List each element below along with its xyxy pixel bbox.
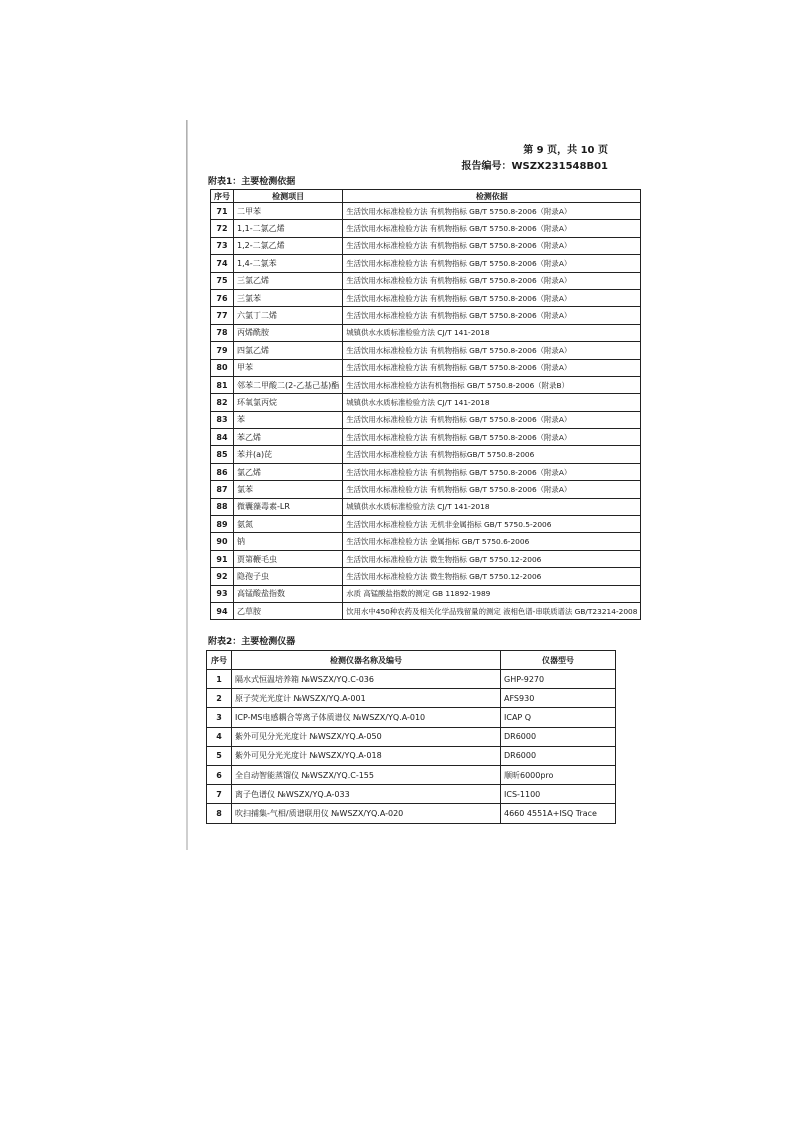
- table2-row-cell: 隔水式恒温培养箱 №WSZX/YQ.C-036: [232, 670, 501, 689]
- table1-row-cell: 1,2-二氯乙烯: [234, 237, 343, 254]
- table1-row-cell: 乙草胺: [234, 602, 343, 619]
- table1-title: 附表1：主要检测依据: [208, 177, 296, 187]
- table1-row-cell: 85: [211, 446, 234, 463]
- table1-row: [211, 220, 641, 237]
- table1-row-cell: 丙烯酰胺: [234, 324, 343, 341]
- table1-row-cell: 93: [211, 585, 234, 602]
- table2-row-cell: 紫外可见分光光度计 №WSZX/YQ.A-050: [232, 727, 501, 746]
- table1-row-cell: 生活饮用水标准检验方法 金属指标 GB/T 5750.6-2006: [343, 533, 641, 550]
- table1-row-cell: 91: [211, 550, 234, 567]
- table1-row: [211, 272, 641, 289]
- table2-row: [207, 670, 616, 689]
- table2-row-cell: AFS930: [501, 689, 616, 708]
- table1-row-cell: 生活饮用水标准检验方法 有机物指标 GB/T 5750.8-2006（附录A）: [343, 220, 641, 237]
- table1-row-cell: 环氧氯丙烷: [234, 394, 343, 411]
- table1-header-no: 序号: [211, 190, 234, 203]
- table1-row: [211, 446, 641, 463]
- table1-row-cell: 城镇供水水质标准检验方法 CJ/T 141-2018: [343, 324, 641, 341]
- table2-row-cell: 全自动智能蒸馏仪 №WSZX/YQ.C-155: [232, 765, 501, 784]
- table1-row-cell: 水质 高锰酸盐指数的测定 GB 11892-1989: [343, 585, 641, 602]
- table1-row-cell: 生活饮用水标准检验方法 无机非金属指标 GB/T 5750.5-2006: [343, 516, 641, 533]
- table2-header-row: [207, 651, 616, 670]
- table1-row: [211, 411, 641, 428]
- table2-row-cell: GHP-9270: [501, 670, 616, 689]
- table1-row-cell: 92: [211, 568, 234, 585]
- table1-row-cell: 隐孢子虫: [234, 568, 343, 585]
- table1-row-cell: 88: [211, 498, 234, 515]
- table1-row-cell: 生活饮用水标准检验方法 微生物指标 GB/T 5750.12-2006: [343, 568, 641, 585]
- table1-row-cell: 城镇供水水质标准检验方法 CJ/T 141-2018: [343, 394, 641, 411]
- table2-row-cell: DR6000: [501, 727, 616, 746]
- scan-edge-line-dark: [186, 120, 187, 550]
- table2-row-cell: ICP-MS电感耦合等离子体质谱仪 №WSZX/YQ.A-010: [232, 708, 501, 727]
- table1-row-cell: 84: [211, 429, 234, 446]
- table1-row-cell: 氯苯: [234, 481, 343, 498]
- table1-row-cell: 83: [211, 411, 234, 428]
- table1-row-cell: 73: [211, 237, 234, 254]
- table1-row-cell: 生活饮用水标准检验方法 有机物指标 GB/T 5750.8-2006（附录A）: [343, 307, 641, 324]
- table1-row-cell: 生活饮用水标准检验方法 有机物指标 GB/T 5750.8-2006（附录A）: [343, 411, 641, 428]
- table1-row-cell: 氨氮: [234, 516, 343, 533]
- table1-row-cell: 城镇供水水质标准检验方法 CJ/T 141-2018: [343, 498, 641, 515]
- table1-row-cell: 甲苯: [234, 359, 343, 376]
- table1-row-cell: 生活饮用水标准检验方法 有机物指标 GB/T 5750.8-2006（附录A）: [343, 237, 641, 254]
- table2-row-cell: ICS-1100: [501, 785, 616, 804]
- table1-row-cell: 86: [211, 463, 234, 480]
- table2-row-cell: 紫外可见分光光度计 №WSZX/YQ.A-018: [232, 746, 501, 765]
- table2-row-cell: 原子荧光光度计 №WSZX/YQ.A-001: [232, 689, 501, 708]
- table1-row-cell: 三氯苯: [234, 289, 343, 306]
- table2-row-cell: 2: [207, 689, 232, 708]
- table1-row: [211, 255, 641, 272]
- table2-row: [207, 785, 616, 804]
- table1-row-cell: 94: [211, 602, 234, 619]
- table1-row: [211, 376, 641, 393]
- table2-row: [207, 765, 616, 784]
- table1-row-cell: 生活饮用水标准检验方法 有机物指标 GB/T 5750.8-2006（附录A）: [343, 342, 641, 359]
- table1-row-cell: 77: [211, 307, 234, 324]
- table1-row: [211, 324, 641, 341]
- table2-header-instrument: 检测仪器名称及编号: [232, 651, 501, 670]
- table1-row: [211, 568, 641, 585]
- table1-row-cell: 90: [211, 533, 234, 550]
- table2-row-cell: 4: [207, 727, 232, 746]
- table2-row-cell: ICAP Q: [501, 708, 616, 727]
- table1-row-cell: 四氯乙烯: [234, 342, 343, 359]
- table1-row: [211, 498, 641, 515]
- table1-row: [211, 342, 641, 359]
- table1-row-cell: 饮用水中450种农药及相关化学品残留量的测定 液相色谱-串联质谱法 GB/T23214-2008: [343, 602, 641, 619]
- table2-header-model: 仪器型号: [501, 651, 616, 670]
- table1-row: [211, 289, 641, 306]
- table1-row-cell: 二甲苯: [234, 203, 343, 220]
- table1-row: [211, 429, 641, 446]
- table1-row-cell: 74: [211, 255, 234, 272]
- table1-row-cell: 76: [211, 289, 234, 306]
- table1-row: [211, 533, 641, 550]
- table1-row-cell: 高锰酸盐指数: [234, 585, 343, 602]
- table1-row-cell: 苯并(a)芘: [234, 446, 343, 463]
- table1-row-cell: 71: [211, 203, 234, 220]
- table1-row: [211, 203, 641, 220]
- table1-row-cell: 生活饮用水标准检验方法 有机物指标 GB/T 5750.8-2006（附录A）: [343, 359, 641, 376]
- table2-row: [207, 727, 616, 746]
- table2-row-cell: 8: [207, 804, 232, 823]
- table1-header-row: [211, 190, 641, 203]
- table1-row-cell: 89: [211, 516, 234, 533]
- table2-row-cell: 1: [207, 670, 232, 689]
- table1-row-cell: 钠: [234, 533, 343, 550]
- detection-basis-table: [210, 189, 641, 620]
- table1-row-cell: 81: [211, 376, 234, 393]
- table1-row: [211, 463, 641, 480]
- table2-row-cell: 7: [207, 785, 232, 804]
- table1-row-cell: 72: [211, 220, 234, 237]
- table1-header-basis: 检测依据: [343, 190, 641, 203]
- table1-row-cell: 78: [211, 324, 234, 341]
- table1-row-cell: 82: [211, 394, 234, 411]
- table1-row-cell: 生活饮用水标准检验方法 有机物指标GB/T 5750.8-2006: [343, 446, 641, 463]
- table1-row-cell: 苯: [234, 411, 343, 428]
- table1-row: [211, 516, 641, 533]
- seal-stamp-mark: [644, 412, 662, 502]
- table1-row: [211, 550, 641, 567]
- table2-row: [207, 689, 616, 708]
- table1-row-cell: 生活饮用水标准检验方法 有机物指标 GB/T 5750.8-2006（附录A）: [343, 481, 641, 498]
- table1-row: [211, 394, 641, 411]
- table2-row-cell: 离子色谱仪 №WSZX/YQ.A-033: [232, 785, 501, 804]
- instruments-table: [206, 650, 616, 824]
- table1-row-cell: 氯乙烯: [234, 463, 343, 480]
- table1-row: [211, 602, 641, 619]
- table1-row-cell: 生活饮用水标准检验方法有机物指标 GB/T 5750.8-2006（附录B）: [343, 376, 641, 393]
- table1-row: [211, 359, 641, 376]
- table2-row-cell: 顺昕6000pro: [501, 765, 616, 784]
- table1-row-cell: 生活饮用水标准检验方法 有机物指标 GB/T 5750.8-2006（附录A）: [343, 255, 641, 272]
- table1-row-cell: 生活饮用水标准检验方法 有机物指标 GB/T 5750.8-2006（附录A）: [343, 463, 641, 480]
- table2-row-cell: 3: [207, 708, 232, 727]
- table2-row-cell: 吹扫捕集-气相/质谱联用仪 №WSZX/YQ.A-020: [232, 804, 501, 823]
- table2-header-no: 序号: [207, 651, 232, 670]
- table1-row-cell: 生活饮用水标准检验方法 有机物指标 GB/T 5750.8-2006（附录A）: [343, 289, 641, 306]
- table1-row-cell: 79: [211, 342, 234, 359]
- table1-row-cell: 1,4-二氯苯: [234, 255, 343, 272]
- table1-row-cell: 生活饮用水标准检验方法 有机物指标 GB/T 5750.8-2006（附录A）: [343, 272, 641, 289]
- table1-row-cell: 1,1-二氯乙烯: [234, 220, 343, 237]
- table2-title: 附表2：主要检测仪器: [208, 637, 296, 647]
- table1-row-cell: 微囊藻毒素-LR: [234, 498, 343, 515]
- table1-row: [211, 307, 641, 324]
- table1-row-cell: 三氯乙烯: [234, 272, 343, 289]
- table1-row: [211, 585, 641, 602]
- table2-row-cell: 6: [207, 765, 232, 784]
- table1-row-cell: 87: [211, 481, 234, 498]
- page-number: 第 9 页，共 10 页: [523, 145, 608, 156]
- table1-row-cell: 75: [211, 272, 234, 289]
- table2-row-cell: DR6000: [501, 746, 616, 765]
- table1-row-cell: 生活饮用水标准检验方法 有机物指标 GB/T 5750.8-2006（附录A）: [343, 429, 641, 446]
- report-number: 报告编号：WSZX231548B01: [461, 161, 608, 172]
- table1-row-cell: 80: [211, 359, 234, 376]
- table2-row: [207, 708, 616, 727]
- table1-row-cell: 邻苯二甲酸二(2-乙基己基)酯: [234, 376, 343, 393]
- table1-row-cell: 生活饮用水标准检验方法 有机物指标 GB/T 5750.8-2006（附录A）: [343, 203, 641, 220]
- table1-row-cell: 贾第鞭毛虫: [234, 550, 343, 567]
- table1-row-cell: 六氯丁二烯: [234, 307, 343, 324]
- table2-row-cell: 5: [207, 746, 232, 765]
- table1-header-item: 检测项目: [234, 190, 343, 203]
- table2-row: [207, 746, 616, 765]
- table2-row: [207, 804, 616, 823]
- table1-row-cell: 生活饮用水标准检验方法 微生物指标 GB/T 5750.12-2006: [343, 550, 641, 567]
- table1-row: [211, 237, 641, 254]
- table1-row: [211, 481, 641, 498]
- table2-row-cell: 4660 4551A+ISQ Trace: [501, 804, 616, 823]
- table1-row-cell: 苯乙烯: [234, 429, 343, 446]
